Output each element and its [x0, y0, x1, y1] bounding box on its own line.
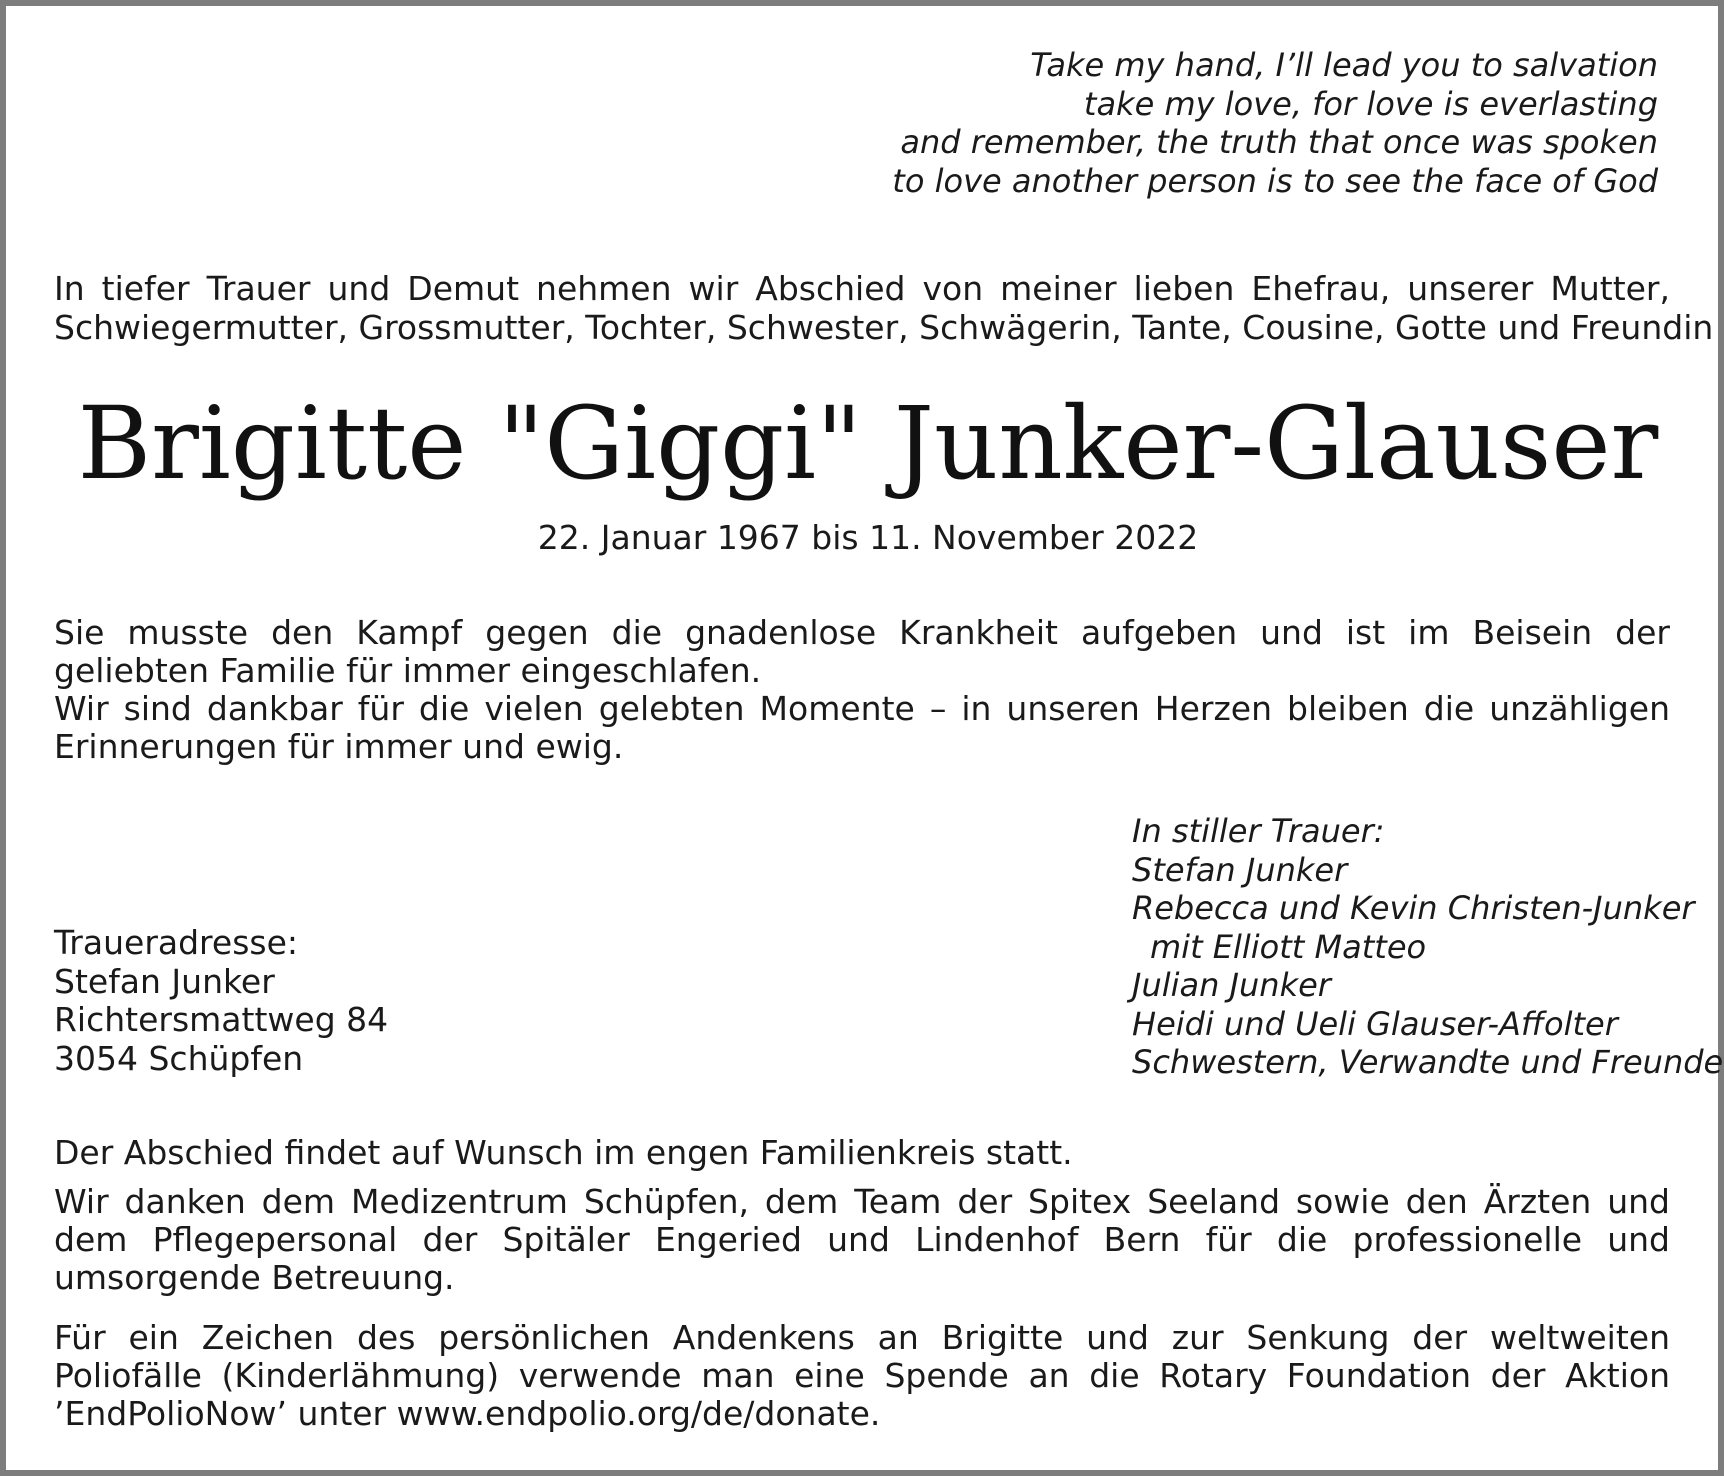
- address-label: Traueradresse:: [54, 923, 299, 962]
- mourner-name: Julian Junker: [1132, 966, 1331, 1004]
- mourner-name: Schwestern, Verwandte und Freunde: [1132, 1043, 1724, 1081]
- life-dates: 22. Januar 1967 bis 11. November 2022: [537, 518, 1199, 557]
- deceased-name: Brigitte "Giggi" Junker-Glauser: [77, 385, 1659, 502]
- poem-line-4: to love another person is to see the face of God: [892, 161, 1658, 200]
- poem-line-3: and remember, the truth that once was spoken: [900, 123, 1658, 161]
- mourner-name: Stefan Junker: [1132, 850, 1348, 889]
- poem-line-1: Take my hand, I’ll lead you to salvation: [1030, 46, 1658, 84]
- mourner-name: Rebecca und Kevin Christen-Junker: [1132, 889, 1695, 927]
- poem-quote: [892, 46, 1658, 200]
- mourning-address: [54, 924, 388, 1078]
- address-city: 3054 Schüpfen: [54, 1038, 304, 1078]
- address-name: Stefan Junker: [54, 961, 275, 1001]
- poem-line-2: take my love, for love is everlasting: [1083, 84, 1658, 123]
- intro-line-2: Schwiegermutter, Grossmutter, Tochter, Schwester, Schwägerin, Tante, Cousine, Gotte und Freundin: [54, 308, 1714, 347]
- thanks-notice: Wir danken dem Medizentrum Schüpfen, dem Team der Spitex Seeland sowie den Ärzten und dem Pflegepersonal der Spitäler Engeried und Lindenhof Bern für die professionelle und umsorgende Betreuung.: [54, 1182, 1670, 1297]
- message-paragraph-1: Sie musste den Kampf gegen die gnadenlose Krankheit aufgeben und ist im Beisein der geliebten Familie für immer eingeschlafen.: [54, 613, 1670, 690]
- mourners-list: [1132, 812, 1723, 1082]
- mourners-heading: In stiller Trauer:: [1132, 812, 1385, 850]
- address-street: Richtersmattweg 84: [54, 1000, 389, 1039]
- mourner-name: Heidi und Ueli Glauser-Affolter: [1132, 1004, 1618, 1043]
- donation-notice: Für ein Zeichen des persönlichen Andenkens an Brigitte und zur Senkung der weltweiten Poliofälle (Kinderlähmung) verwende man eine Spende an die Rotary Foundation der Aktion ’EndPolioNow’ unter www.endpolio.org/de/donate.: [54, 1318, 1670, 1433]
- farewell-notice: Der Abschied findet auf Wunsch im engen Familienkreis statt.: [54, 1133, 1073, 1172]
- message-paragraph-2: Wir sind dankbar für die vielen gelebten Momente – in unseren Herzen bleiben die unzähligen Erinnerungen für immer und ewig.: [54, 689, 1670, 766]
- intro-line-1: In tiefer Trauer und Demut nehmen wir Abschied von meiner lieben Ehefrau, unserer Mutter,: [54, 269, 1670, 308]
- mourner-name: mit Elliott Matteo: [1150, 927, 1427, 966]
